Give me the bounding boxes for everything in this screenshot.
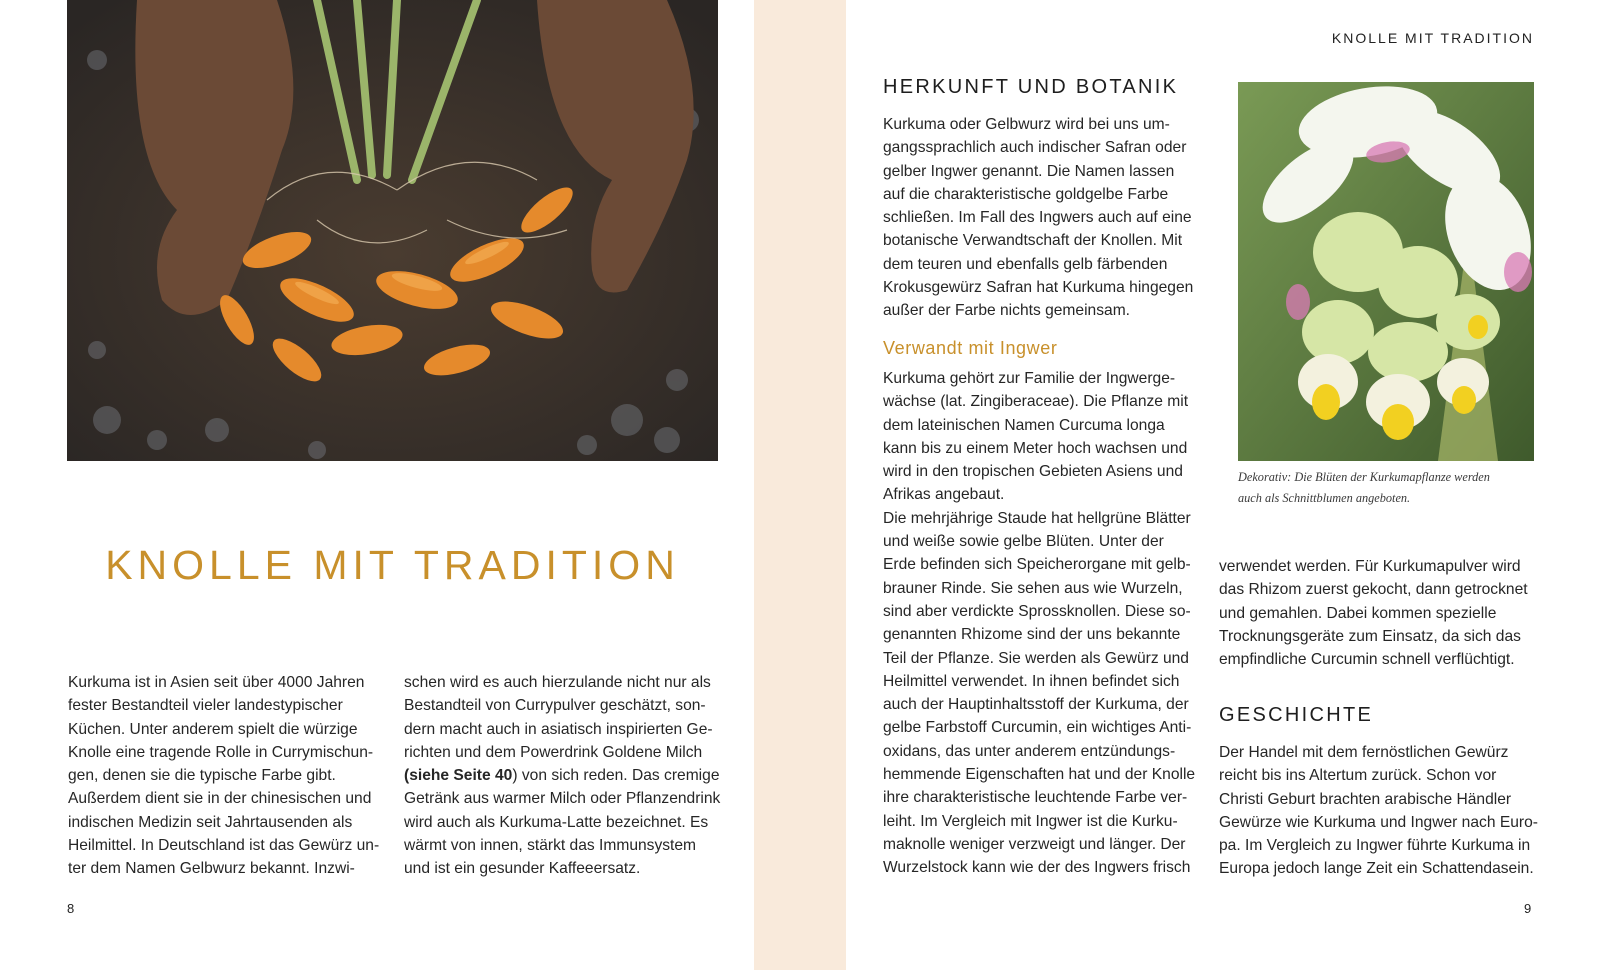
text-line: sind aber verdickte Sprossknollen. Diese so- — [883, 602, 1191, 620]
text-line: dem lateinischen Namen Curcuma longa — [883, 416, 1165, 434]
text-line: empfindliche Curcumin schnell verflüchtigt. — [1219, 651, 1515, 669]
right-text-column-1 — [883, 113, 1198, 323]
right-text-subsection — [883, 367, 1198, 880]
section-heading-history: GESCHICHTE — [1219, 704, 1374, 726]
text-line: Teil der Pflanze. Sie werden als Gewürz und — [883, 649, 1189, 667]
text-line: ter dem Namen Gelbwurz bekannt. Inzwi- — [68, 860, 355, 878]
text-line: Heilmittel verwendet. In ihnen befindet sich — [883, 672, 1180, 690]
text-line: wird auch als Kurkuma-Latte bezeichnet. Es — [404, 813, 709, 831]
text-line: Gewürze wie Kurkuma und Ingwer nach Euro- — [1219, 813, 1538, 831]
text-line: wird in den tropischen Gebieten Asiens und — [883, 463, 1183, 481]
text-line: auch der Hauptinhaltsstoff der Kurkuma, der — [883, 696, 1189, 714]
text-line: ihre charakteristische leuchtende Farbe ver- — [883, 789, 1188, 807]
text-line: dern macht auch in asiatisch inspirierten Ge- — [404, 720, 713, 738]
text-line: Außerdem dient sie in der chinesischen und — [68, 790, 372, 808]
text-line: und weiße sowie gelbe Blüten. Unter der — [883, 533, 1164, 551]
text-line: Afrikas angebaut. — [883, 486, 1005, 504]
text-line: Christi Geburt brachten arabische Händler — [1219, 790, 1512, 808]
right-text-column-2 — [1219, 555, 1534, 671]
chapter-title: KNOLLE MIT TRADITION — [105, 542, 680, 588]
text-line: fester Bestandteil vieler landestypischer — [68, 697, 343, 715]
text-line: kann bis zu einem Meter hoch wachsen und — [883, 439, 1188, 457]
text-line: pa. Im Vergleich zu Ingwer führte Kurkuma in — [1219, 837, 1531, 855]
section-heading-origin: HERKUNFT UND BOTANIK — [883, 76, 1179, 98]
turmeric-roots-photo — [67, 0, 718, 461]
turmeric-flower-photo — [1238, 82, 1534, 461]
text-line: gen, denen sie die typische Farbe gibt. — [68, 767, 336, 785]
text-line: leiht. Im Vergleich mit Ingwer ist die Kurku- — [883, 812, 1178, 830]
text-line: verwendet werden. Für Kurkumapulver wird — [1219, 558, 1521, 575]
text-line: dem teuren und ebenfalls gelb färbenden — [883, 255, 1168, 273]
text-line: gangssprachlich auch indischer Safran oder — [883, 139, 1187, 157]
running-head: KNOLLE MIT TRADITION — [1331, 30, 1534, 46]
text-line: reicht bis ins Altertum zurück. Schon vor — [1219, 767, 1497, 785]
text-line: indischen Medizin seit Jahrtausenden als — [68, 813, 353, 831]
caption-line: auch als Schnittblumen angeboten. — [1238, 490, 1411, 505]
text-line: Wurzelstock kann wie der des Ingwers frisch — [883, 859, 1191, 877]
text-line: außer der Farbe nichts gemeinsam. — [883, 302, 1131, 320]
text-line: gelbe Farbstoff Curcumin, ein wichtiges Anti- — [883, 719, 1192, 737]
text-line: genannten Rhizome sind der uns bekannte — [883, 626, 1181, 644]
text-line: brauner Rinde. Sie sehen aus wie Wurzeln, — [883, 579, 1183, 597]
page-reference: (siehe Seite 40 — [404, 767, 513, 785]
text-line: Bestandteil von Currypulver geschätzt, son- — [404, 697, 706, 715]
text-line: hemmende Eigenschaften hat und der Knolle — [883, 766, 1196, 784]
text-line: das Rhizom zuerst gekocht, dann getrocknet — [1219, 581, 1528, 599]
text-line: Trocknungsgeräte zum Einsatz, da sich das — [1219, 627, 1521, 645]
photo-caption — [1238, 467, 1534, 508]
text-line: Die mehrjährige Staude hat hellgrüne Blätter — [883, 509, 1191, 527]
text-line: schließen. Im Fall des Ingwers auch auf eine — [883, 209, 1192, 227]
page-gutter — [754, 0, 846, 970]
text-line: wächse (lat. Zingiberaceae). Die Pflanze mit — [883, 393, 1189, 411]
text-line: Krokusgewürz Safran hat Kurkuma hingegen — [883, 279, 1194, 297]
subheading-related-ginger: Verwandt mit Ingwer — [883, 338, 1058, 358]
text-line: Kurkuma ist in Asien seit über 4000 Jahren — [68, 674, 365, 691]
text-line: Erde befinden sich Speicherorgane mit gelb- — [883, 556, 1191, 574]
text-line: und gemahlen. Dabei kommen spezielle — [1219, 604, 1497, 622]
text-line: botanische Verwandtschaft der Knollen. Mit — [883, 232, 1183, 250]
text-line-rest: ) von sich reden. Das cremige — [512, 767, 720, 785]
text-line: richten und dem Powerdrink Goldene Milch — [404, 743, 703, 761]
text-line: Kurkuma gehört zur Familie der Ingwerge- — [883, 370, 1176, 387]
text-line: Heilmittel. In Deutschland ist das Gewürz un- — [68, 837, 380, 855]
caption-line: Dekorativ: Die Blüten der Kurkumapflanze werden — [1238, 470, 1490, 484]
history-text — [1219, 741, 1538, 881]
text-line: maknolle weniger verzweigt und länger. Der — [883, 835, 1186, 853]
text-line: auf die charakteristische goldgelbe Farbe — [883, 185, 1169, 203]
text-line: Europa jedoch lange Zeit ein Schattendasein. — [1219, 860, 1534, 878]
left-text-column-2 — [404, 671, 719, 881]
page-number-right: 9 — [1524, 901, 1532, 916]
text-line: Der Handel mit dem fernöstlichen Gewürz — [1219, 744, 1509, 761]
text-line: oxidans, das unter anderem entzündungs- — [883, 742, 1176, 760]
text-line: Knolle eine tragende Rolle in Currymischun- — [68, 743, 374, 761]
page-number-left: 8 — [67, 901, 75, 916]
left-text-column-1 — [68, 671, 378, 881]
text-line: Getränk aus warmer Milch oder Pflanzendrink — [404, 790, 721, 808]
text-line: wärmt von innen, stärkt das Immunsystem — [404, 837, 697, 855]
text-line — [404, 764, 719, 787]
text-line: und ist ein gesunder Kaffeeersatz. — [404, 860, 641, 878]
text-line: schen wird es auch hierzulande nicht nur als — [404, 674, 711, 691]
text-line: Kurkuma oder Gelbwurz wird bei uns um- — [883, 116, 1170, 133]
text-line: Küchen. Unter anderem spielt die würzige — [68, 720, 358, 738]
text-line: gelber Ingwer genannt. Die Namen lassen — [883, 162, 1175, 180]
